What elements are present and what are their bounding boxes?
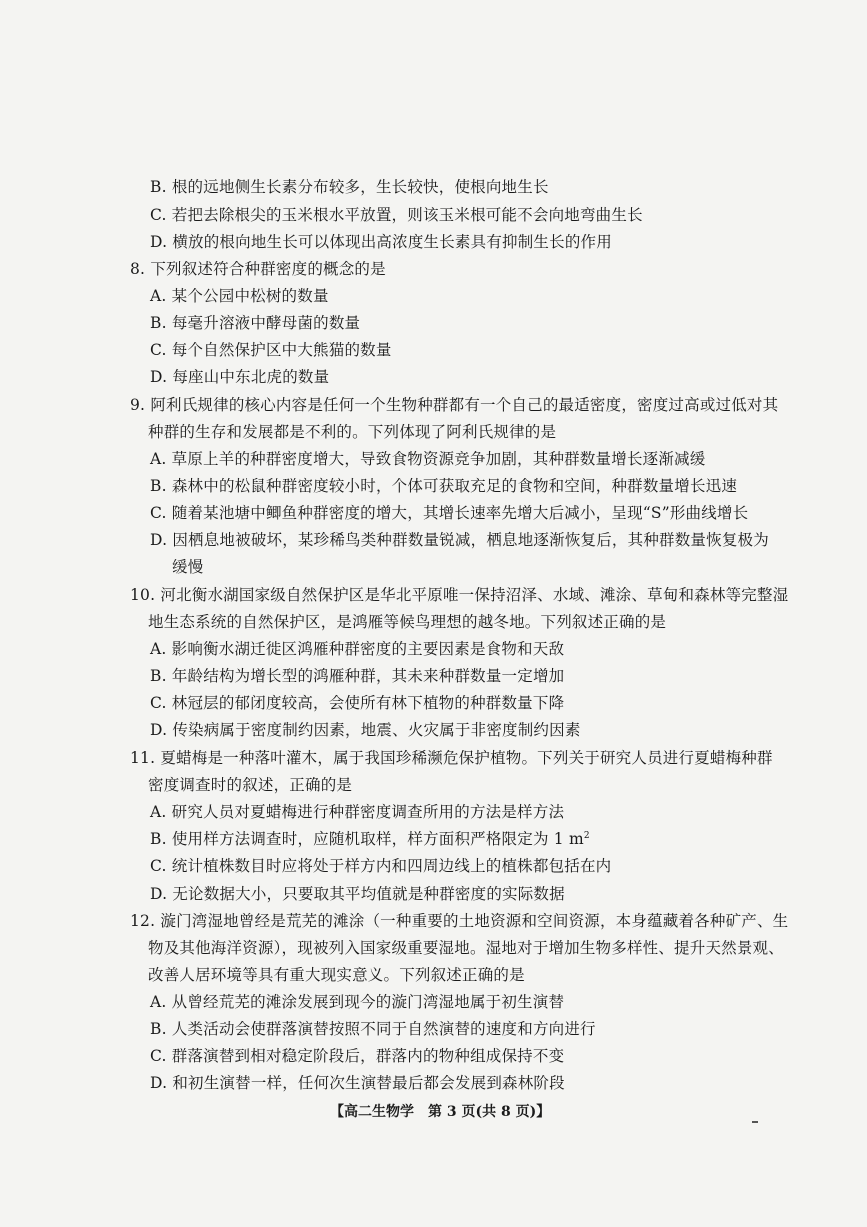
q9-option-c: C. 随着某池塘中鲫鱼种群密度的增大，其增长速率先增大后减小，呈现“S”形曲线增长	[150, 504, 749, 522]
q11-option-c: C. 统计植株数目时应将处于样方内和四周边线上的植株都包括在内	[150, 857, 612, 875]
q11-option-a: A. 研究人员对夏蜡梅进行种群密度调查所用的方法是样方法	[150, 803, 565, 821]
q11-option-b-text: B. 使用样方法调查时，应随机取样，样方面积严格限定为 1 m	[150, 830, 584, 848]
q10-stem-line2: 地生态系统的自然保护区，是鸿雁等候鸟理想的越冬地。下列叙述正确的是	[148, 613, 667, 631]
q9-stem-line2: 种群的生存和发展都是不利的。下列体现了阿利氏规律的是	[148, 423, 557, 441]
scan-mark	[752, 1121, 758, 1123]
q9-option-d-line1: D. 因栖息地被破坏，某珍稀鸟类种群数量锐减，栖息地逐渐恢复后，其种群数量恢复极为	[150, 531, 769, 549]
q12-option-d: D. 和初生演替一样，任何次生演替最后都会发展到森林阶段	[150, 1074, 565, 1092]
q8-option-d: D. 每座山中东北虎的数量	[150, 368, 330, 386]
q10-option-c: C. 林冠层的郁闭度较高，会使所有林下植物的种群数量下降	[150, 694, 565, 712]
q10-option-d: D. 传染病属于密度制约因素，地震、火灾属于非密度制约因素	[150, 721, 581, 739]
q8-option-a: A. 某个公园中松树的数量	[150, 287, 329, 305]
q12-option-c: C. 群落演替到相对稳定阶段后，群落内的物种组成保持不变	[150, 1047, 565, 1065]
q11-option-b-superscript: 2	[583, 831, 590, 841]
q12-option-a: A. 从曾经荒芜的滩涂发展到现今的漩门湾湿地属于初生演替	[150, 993, 565, 1011]
q8-option-b: B. 每毫升溶液中酵母菌的数量	[150, 314, 361, 332]
q7-option-d: D. 横放的根向地生长可以体现出高浓度生长素具有抑制生长的作用	[150, 233, 612, 251]
q10-option-a: A. 影响衡水湖迁徙区鸿雁种群密度的主要因素是食物和天敌	[150, 640, 565, 658]
q11-option-d: D. 无论数据大小，只要取其平均值就是种群密度的实际数据	[150, 885, 565, 903]
q12-stem-line3: 改善人居环境等具有重大现实意义。下列叙述正确的是	[148, 966, 525, 984]
q7-option-b: B. 根的远地侧生长素分布较多，生长较快，使根向地生长	[150, 178, 549, 196]
q12-option-b: B. 人类活动会使群落演替按照不同于自然演替的速度和方向进行	[150, 1020, 596, 1038]
page-footer: 【高二生物学 第 3 页(共 8 页)】	[330, 1104, 551, 1120]
q11-stem-line2: 密度调查时的叙述，正确的是	[148, 776, 353, 794]
q9-stem-line1: 9. 阿利氏规律的核心内容是任何一个生物种群都有一个自己的最适密度，密度过高或过低对其	[130, 396, 779, 414]
q12-stem-line1: 12. 漩门湾湿地曾经是荒芜的滩涂（一种重要的土地资源和空间资源，本身蕴藏着各种矿产、生	[130, 912, 789, 930]
q9-option-d-line2: 缓慢	[172, 558, 204, 576]
q9-option-a: A. 草原上羊的种群密度增大，导致食物资源竞争加剧，其种群数量增长逐渐减缓	[150, 450, 706, 468]
q9-option-b: B. 森林中的松鼠种群密度较小时，个体可获取充足的食物和空间，种群数量增长迅速	[150, 477, 738, 495]
q8-stem: 8. 下列叙述符合种群密度的概念的是	[130, 260, 386, 278]
q12-stem-line2: 物及其他海洋资源），现被列入国家级重要湿地。湿地对于增加生物多样性、提升天然景观、	[148, 939, 784, 957]
q11-stem-line1: 11. 夏蜡梅是一种落叶灌木，属于我国珍稀濒危保护植物。下列关于研究人员进行夏蜡梅种群	[130, 749, 773, 767]
q11-option-b	[150, 829, 590, 849]
q7-option-c: C. 若把去除根尖的玉米根水平放置，则该玉米根可能不会向地弯曲生长	[150, 206, 643, 224]
q10-option-b: B. 年龄结构为增长型的鸿雁种群，其未来种群数量一定增加	[150, 667, 565, 685]
q10-stem-line1: 10. 河北衡水湖国家级自然保护区是华北平原唯一保持沼泽、水域、滩涂、草甸和森林等完整湿	[130, 586, 789, 604]
q8-option-c: C. 每个自然保护区中大熊猫的数量	[150, 341, 392, 359]
